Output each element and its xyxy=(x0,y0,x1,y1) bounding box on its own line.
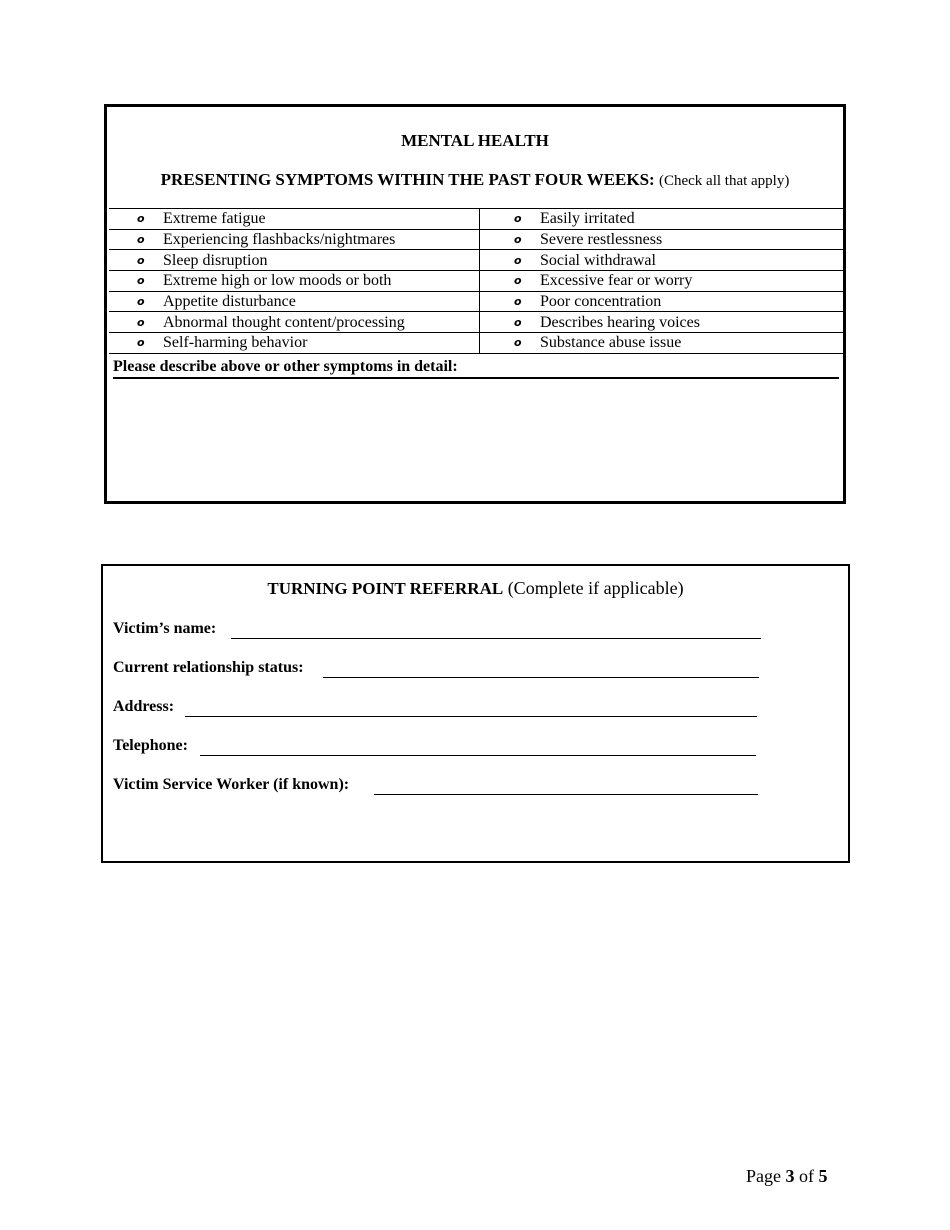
checkbox-bullet-icon[interactable]: o xyxy=(514,336,522,350)
checkbox-bullet-icon[interactable]: o xyxy=(514,212,522,226)
symptoms-checklist xyxy=(109,208,846,354)
victim-name-field xyxy=(113,620,761,640)
symptom-option[interactable] xyxy=(480,291,847,312)
symptom-label: Substance abuse issue xyxy=(540,334,682,352)
symptom-option[interactable] xyxy=(480,312,847,333)
symptom-label: Sleep disruption xyxy=(163,251,268,269)
relationship-status-field xyxy=(113,659,759,679)
telephone-field xyxy=(113,737,756,757)
address-line[interactable] xyxy=(185,715,757,717)
symptom-row xyxy=(109,209,846,230)
relationship-status-line[interactable] xyxy=(323,676,759,678)
symptom-option[interactable] xyxy=(480,333,847,354)
page-word: Page xyxy=(746,1166,781,1186)
mental-health-section xyxy=(104,104,846,504)
checkbox-bullet-icon[interactable]: o xyxy=(137,274,145,288)
checkbox-bullet-icon[interactable]: o xyxy=(137,295,145,309)
symptom-label: Experiencing flashbacks/nightmares xyxy=(163,231,396,249)
victim-name-label: Victim’s name: xyxy=(113,620,217,637)
telephone-label: Telephone: xyxy=(113,737,188,754)
checkbox-bullet-icon[interactable]: o xyxy=(137,212,145,226)
symptom-label: Poor concentration xyxy=(540,293,662,311)
symptom-label: Self-harming behavior xyxy=(163,334,308,352)
symptom-option[interactable] xyxy=(109,333,480,354)
symptom-option[interactable] xyxy=(480,250,847,271)
symptom-label: Extreme fatigue xyxy=(163,210,266,228)
symptom-row xyxy=(109,291,846,312)
checkbox-bullet-icon[interactable]: o xyxy=(137,315,145,329)
symptom-option[interactable] xyxy=(480,229,847,250)
address-field xyxy=(113,698,757,718)
checkbox-bullet-icon[interactable]: o xyxy=(137,253,145,267)
page-of: of xyxy=(799,1166,814,1186)
symptom-label: Appetite disturbance xyxy=(163,293,296,311)
symptom-option[interactable] xyxy=(109,291,480,312)
referral-title-label: TURNING POINT REFERRAL xyxy=(267,579,504,598)
symptom-label: Severe restlessness xyxy=(540,231,663,249)
victim-service-worker-field xyxy=(113,776,758,796)
referral-section xyxy=(101,564,850,863)
symptom-option[interactable] xyxy=(109,229,480,250)
symptom-label: Easily irritated xyxy=(540,210,635,228)
symptom-option[interactable] xyxy=(480,271,847,292)
describe-symptoms-area[interactable] xyxy=(113,381,839,491)
describe-symptoms-label: Please describe above or other symptoms in detail: xyxy=(113,358,839,379)
symptom-row xyxy=(109,229,846,250)
symptom-label: Abnormal thought content/processing xyxy=(163,313,405,331)
symptoms-heading xyxy=(107,170,843,190)
symptom-row xyxy=(109,312,846,333)
address-label: Address: xyxy=(113,698,175,715)
checkbox-bullet-icon[interactable]: o xyxy=(514,253,522,267)
symptom-row xyxy=(109,250,846,271)
symptom-label: Extreme high or low moods or both xyxy=(163,272,392,290)
checkbox-bullet-icon[interactable]: o xyxy=(514,295,522,309)
section-title: MENTAL HEALTH xyxy=(401,131,549,150)
checkbox-bullet-icon[interactable]: o xyxy=(137,336,145,350)
page-current: 3 xyxy=(785,1166,795,1186)
symptom-option[interactable] xyxy=(480,209,847,230)
symptom-option[interactable] xyxy=(109,250,480,271)
victim-service-worker-line[interactable] xyxy=(374,793,758,795)
symptom-label: Describes hearing voices xyxy=(540,313,700,331)
victim-name-line[interactable] xyxy=(231,637,761,639)
referral-title-note: (Complete if applicable) xyxy=(507,578,684,598)
symptom-row xyxy=(109,333,846,354)
relationship-status-label: Current relationship status: xyxy=(113,659,304,676)
checkbox-bullet-icon[interactable]: o xyxy=(137,233,145,247)
telephone-line[interactable] xyxy=(200,754,756,756)
symptom-label: Excessive fear or worry xyxy=(540,272,693,290)
symptom-row xyxy=(109,271,846,292)
symptoms-heading-note: (Check all that apply) xyxy=(658,173,790,189)
symptom-label: Social withdrawal xyxy=(540,251,656,269)
referral-title xyxy=(103,578,848,599)
symptom-option[interactable] xyxy=(109,209,480,230)
symptoms-heading-label: PRESENTING SYMPTOMS WITHIN THE PAST FOUR WEEKS: xyxy=(160,170,655,189)
symptom-option[interactable] xyxy=(109,271,480,292)
checkbox-bullet-icon[interactable]: o xyxy=(514,315,522,329)
page-number xyxy=(746,1166,828,1187)
page-total: 5 xyxy=(818,1166,828,1186)
symptom-option[interactable] xyxy=(109,312,480,333)
victim-service-worker-label: Victim Service Worker (if known): xyxy=(113,776,350,793)
checkbox-bullet-icon[interactable]: o xyxy=(514,274,522,288)
checkbox-bullet-icon[interactable]: o xyxy=(514,233,522,247)
